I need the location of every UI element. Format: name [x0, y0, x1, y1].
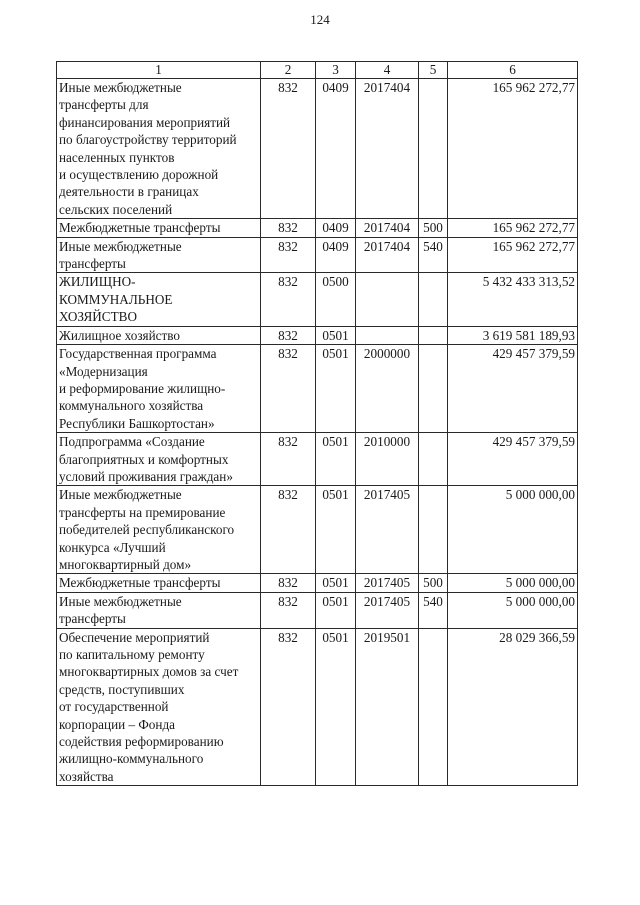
cell-gr: 832: [261, 628, 316, 786]
cell-sum: 5 432 433 313,52: [448, 273, 578, 326]
page-number: 124: [310, 12, 330, 27]
cell-name: Подпрограмма «Создание благоприятных и комфортных условий проживания граждан»: [57, 433, 261, 486]
cell-cs: 2000000: [356, 345, 419, 433]
table-row: [57, 79, 578, 219]
cell-rz: 0501: [316, 433, 356, 486]
cell-cs: [356, 273, 419, 326]
cell-vr: [419, 486, 448, 574]
cell-vr: 500: [419, 574, 448, 592]
cell-vr: 500: [419, 219, 448, 237]
table-row: [57, 345, 578, 433]
table-row: [57, 237, 578, 273]
cell-name: Иные межбюджетные трансферты на премирование победителей республиканского конкурса «Лучший многоквартирный дом»: [57, 486, 261, 574]
cell-gr: 832: [261, 326, 316, 344]
cell-name: Межбюджетные трансферты: [57, 574, 261, 592]
cell-cs: 2010000: [356, 433, 419, 486]
cell-rz: 0500: [316, 273, 356, 326]
cell-vr: [419, 273, 448, 326]
table-row: [57, 326, 578, 344]
header-col-3: 3: [316, 62, 356, 79]
header-col-2: 2: [261, 62, 316, 79]
cell-rz: 0501: [316, 345, 356, 433]
cell-sum: 429 457 379,59: [448, 433, 578, 486]
header-col-4: 4: [356, 62, 419, 79]
cell-gr: 832: [261, 219, 316, 237]
cell-name: ЖИЛИЩНО- КОММУНАЛЬНОЕ ХОЗЯЙСТВО: [57, 273, 261, 326]
table-body: [57, 79, 578, 786]
cell-sum: 5 000 000,00: [448, 574, 578, 592]
table-row: [57, 433, 578, 486]
cell-cs: 2017405: [356, 574, 419, 592]
cell-rz: 0409: [316, 79, 356, 219]
table-row: [57, 574, 578, 592]
cell-rz: 0409: [316, 237, 356, 273]
cell-cs: 2017404: [356, 219, 419, 237]
cell-gr: 832: [261, 592, 316, 628]
cell-rz: 0501: [316, 486, 356, 574]
cell-gr: 832: [261, 433, 316, 486]
cell-gr: 832: [261, 273, 316, 326]
header-col-1: 1: [57, 62, 261, 79]
cell-name: Жилищное хозяйство: [57, 326, 261, 344]
cell-gr: 832: [261, 345, 316, 433]
cell-rz: 0409: [316, 219, 356, 237]
table-row: [57, 628, 578, 786]
cell-rz: 0501: [316, 574, 356, 592]
cell-sum: 5 000 000,00: [448, 486, 578, 574]
cell-name: Государственная программа «Модернизация и реформирование жилищно- коммунального хозяйства Республики Башкортостан»: [57, 345, 261, 433]
cell-cs: 2017405: [356, 592, 419, 628]
cell-vr: [419, 326, 448, 344]
cell-cs: 2017404: [356, 79, 419, 219]
cell-cs: 2017404: [356, 237, 419, 273]
cell-sum: 165 962 272,77: [448, 219, 578, 237]
cell-gr: 832: [261, 79, 316, 219]
table-row: [57, 486, 578, 574]
cell-rz: 0501: [316, 628, 356, 786]
budget-table: [56, 61, 578, 786]
cell-sum: 3 619 581 189,93: [448, 326, 578, 344]
header-col-6: 6: [448, 62, 578, 79]
cell-vr: 540: [419, 237, 448, 273]
cell-sum: 28 029 366,59: [448, 628, 578, 786]
cell-name: Обеспечение мероприятий по капитальному ремонту многоквартирных домов за счет средств, поступивших от государственной корпорации – Фонда содействия реформированию жилищно-коммунального хозяйства: [57, 628, 261, 786]
cell-gr: 832: [261, 237, 316, 273]
cell-vr: [419, 628, 448, 786]
cell-gr: 832: [261, 574, 316, 592]
cell-vr: 540: [419, 592, 448, 628]
cell-name: Иные межбюджетные трансферты: [57, 592, 261, 628]
cell-cs: 2019501: [356, 628, 419, 786]
cell-cs: [356, 326, 419, 344]
cell-cs: 2017405: [356, 486, 419, 574]
cell-name: Межбюджетные трансферты: [57, 219, 261, 237]
table-row: [57, 592, 578, 628]
cell-vr: [419, 79, 448, 219]
cell-sum: 429 457 379,59: [448, 345, 578, 433]
cell-rz: 0501: [316, 326, 356, 344]
cell-vr: [419, 433, 448, 486]
cell-gr: 832: [261, 486, 316, 574]
cell-rz: 0501: [316, 592, 356, 628]
cell-name: Иные межбюджетные трансферты для финансирования мероприятий по благоустройству территорий населенных пунктов и осуществлению дорожной деятельности в границах сельских поселений: [57, 79, 261, 219]
table-row: [57, 219, 578, 237]
cell-name: Иные межбюджетные трансферты: [57, 237, 261, 273]
cell-vr: [419, 345, 448, 433]
cell-sum: 5 000 000,00: [448, 592, 578, 628]
cell-sum: 165 962 272,77: [448, 79, 578, 219]
header-col-5: 5: [419, 62, 448, 79]
table-row: [57, 273, 578, 326]
table-header-row: [57, 62, 578, 79]
cell-sum: 165 962 272,77: [448, 237, 578, 273]
